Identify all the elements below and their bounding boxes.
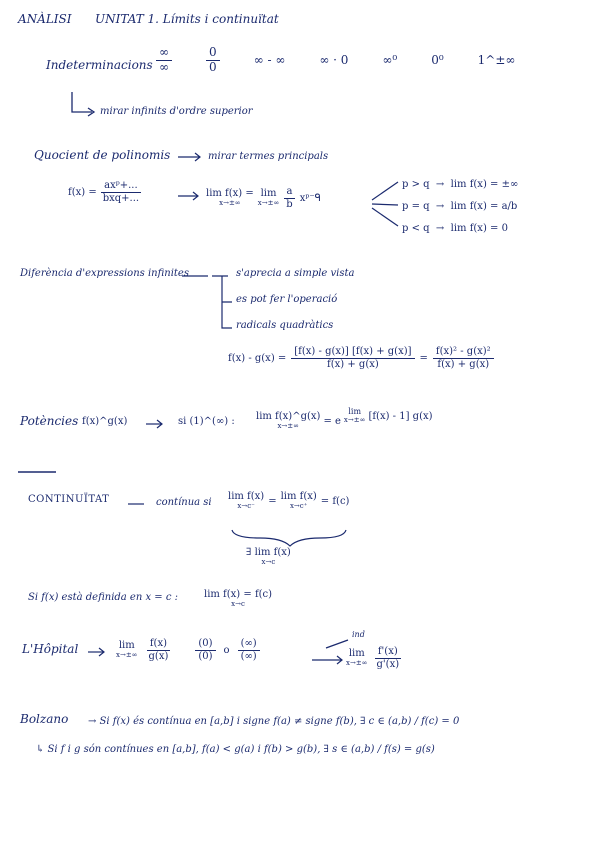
radical-formula bbox=[228, 346, 494, 370]
defined-limit-block bbox=[204, 590, 272, 608]
powers-cond: si (1)^(∞) : bbox=[178, 416, 235, 427]
lhopital-derivative bbox=[346, 646, 402, 670]
course-title: ANÀLISI bbox=[18, 12, 72, 26]
polynomial-fx bbox=[68, 180, 142, 204]
lhopital-formula bbox=[116, 638, 260, 662]
right-limit-sub: x→c⁺ bbox=[289, 502, 308, 510]
bolzano-line-1: → Si f(x) és contínua en [a,b] i signe f(a) ≠ signe f(b), ∃ c ∈ (a,b) / f(c) = 0 bbox=[88, 716, 460, 727]
infdiff-item-3: radicals quadràtics bbox=[236, 320, 334, 331]
ab-den: b bbox=[286, 198, 293, 210]
formula-left: f(x) - g(x) = bbox=[228, 352, 287, 364]
x-power: xᵖ⁻ᑫ bbox=[299, 192, 321, 204]
inf-num: (∞) bbox=[238, 638, 260, 651]
lhopital-label: L'Hôpital bbox=[22, 642, 79, 656]
case-p-gt-q: p > q → lim f(x) = ±∞ bbox=[402, 179, 519, 190]
limit-1 bbox=[206, 189, 254, 207]
lhopital-f: f(x) bbox=[147, 638, 170, 651]
case-result: lim f(x) = 0 bbox=[450, 223, 508, 234]
powers-limit-sub: x→±∞ bbox=[277, 422, 299, 430]
powers-exp-limit bbox=[344, 408, 366, 424]
lhopital-lim-text: lim bbox=[118, 640, 135, 651]
indeterminations-label: Indeterminacions bbox=[46, 58, 153, 72]
limit-1-text: lim f(x) = bbox=[206, 188, 254, 199]
left-limit-text: lim f(x) bbox=[228, 491, 265, 502]
zero-over-zero bbox=[195, 638, 215, 662]
formula-eq: = bbox=[419, 352, 428, 364]
case-cond: p > q bbox=[402, 179, 430, 190]
continuity-formula bbox=[228, 492, 349, 510]
case-cond: p = q bbox=[402, 201, 430, 212]
powers-limit bbox=[256, 412, 320, 430]
defined-limit-sub: x→c bbox=[231, 600, 245, 608]
limit-2 bbox=[258, 189, 280, 207]
form-zero-over-zero: $\frac{0}{0}$ bbox=[206, 46, 220, 75]
lhopital-lim-sub: x→±∞ bbox=[116, 651, 138, 659]
powers-exp-expr: [f(x) - 1] g(x) bbox=[368, 410, 433, 422]
lhopital-limit bbox=[116, 641, 138, 659]
continuity-eq2: = f(c) bbox=[320, 495, 350, 507]
exists-limit bbox=[246, 548, 291, 566]
polynomial-numerator: axᵖ+... bbox=[101, 180, 141, 193]
limit-2-sub: x→±∞ bbox=[257, 199, 280, 207]
lhopital-ind: ind bbox=[352, 630, 365, 639]
form-inf-times-zero: ∞ · 0 bbox=[319, 53, 349, 68]
left-limit bbox=[228, 492, 264, 510]
lhopital-lim2-text: lim bbox=[348, 648, 365, 659]
defined-limit bbox=[204, 590, 272, 608]
infdiff-item-2: es pot fer l'operació bbox=[236, 294, 338, 305]
lhopital-fp: f'(x) bbox=[375, 646, 401, 659]
exists-limit-sub: x→c bbox=[261, 558, 276, 566]
case-result: lim f(x) = a/b bbox=[450, 201, 518, 212]
squares-fraction bbox=[433, 346, 494, 370]
limit-1-sub: x→±∞ bbox=[219, 199, 241, 207]
bolzano-line-2: ↳ Si f i g són contínues en [a,b], f(a) < g(a) i f(b) > g(b), ∃ s ∈ (a,b) / f(s) = g(s) bbox=[36, 744, 435, 755]
form-one-pow-inf: 1^±∞ bbox=[477, 53, 516, 68]
squares-num: f(x)² - g(x)² bbox=[433, 346, 494, 359]
continuity-rule: contínua si bbox=[156, 497, 212, 508]
continuity-defined: Si f(x) està definida en x = c : bbox=[28, 592, 178, 603]
indetermination-forms bbox=[156, 46, 515, 75]
form-inf-pow-zero: ∞⁰ bbox=[382, 53, 398, 68]
polynomial-rule: mirar termes principals bbox=[208, 151, 329, 162]
conjugate-fraction bbox=[291, 346, 414, 370]
conjugate-num: [f(x) - g(x)] [f(x) + g(x)] bbox=[291, 346, 414, 359]
lhopital-or: o bbox=[223, 644, 230, 656]
squares-den: f(x) + g(x) bbox=[437, 358, 490, 370]
infdiff-item-1: s'aprecia a simple vista bbox=[236, 268, 355, 279]
exists-limit-block bbox=[246, 548, 291, 566]
powers-limit-text: lim f(x)^g(x) bbox=[256, 411, 321, 422]
polynomial-quotient-label: Quocient de polinomis bbox=[34, 148, 171, 162]
continuity-eq1: = bbox=[268, 495, 277, 507]
fp-over-gp bbox=[374, 646, 403, 670]
inf-den: (∞) bbox=[240, 650, 257, 662]
ab-fraction bbox=[283, 186, 295, 210]
polynomial-denominator: bxq+... bbox=[102, 192, 140, 204]
zero-num: (0) bbox=[195, 638, 215, 651]
left-limit-sub: x→c⁻ bbox=[237, 502, 255, 510]
right-limit-text: lim f(x) bbox=[280, 491, 317, 502]
exists-limit-text: ∃ lim f(x) bbox=[246, 547, 291, 558]
lhopital-limit-2 bbox=[346, 649, 368, 667]
conjugate-den: f(x) + g(x) bbox=[327, 358, 379, 370]
lhopital-gp: g'(x) bbox=[376, 658, 400, 670]
lhopital-g: g(x) bbox=[148, 650, 169, 662]
case-cond: p < q bbox=[402, 223, 430, 234]
polynomial-cases bbox=[402, 174, 518, 240]
case-p-eq-q: p = q → lim f(x) = a/b bbox=[402, 201, 518, 212]
continuity-label: CONTINUÏTAT bbox=[28, 494, 110, 505]
powers-formula bbox=[256, 407, 433, 430]
bolzano-label: Bolzano bbox=[20, 712, 69, 726]
polynomial-limit bbox=[206, 186, 321, 210]
defined-limit-text: lim f(x) = f(c) bbox=[204, 589, 273, 600]
powers-label: Potències bbox=[20, 414, 79, 428]
powers-exp-lim: lim bbox=[348, 407, 362, 416]
indeterminations-note: mirar infinits d'ordre superior bbox=[100, 106, 253, 117]
f-over-g bbox=[146, 638, 172, 662]
form-inf-over-inf: $\frac{\infty}{\infty}$ bbox=[156, 46, 172, 75]
right-limit bbox=[281, 492, 317, 510]
polynomial-fraction bbox=[100, 180, 142, 204]
unit-title: UNITAT 1. Límits i continuïtat bbox=[95, 12, 279, 26]
powers-expr: f(x)^g(x) bbox=[82, 416, 128, 427]
powers-exp-sub: x→±∞ bbox=[343, 416, 366, 424]
case-result: lim f(x) = ±∞ bbox=[450, 179, 519, 190]
form-zero-pow-zero: 0⁰ bbox=[431, 53, 444, 68]
ab-num: a bbox=[284, 186, 296, 199]
powers-eq: = e bbox=[323, 415, 341, 427]
inf-over-inf bbox=[238, 638, 260, 662]
case-p-lt-q: p < q → lim f(x) = 0 bbox=[402, 223, 508, 234]
limit-2-text: lim bbox=[260, 188, 277, 199]
infinite-difference-label: Diferència d'expressions infinites bbox=[20, 268, 189, 279]
lhopital-lim2-sub: x→±∞ bbox=[346, 659, 368, 667]
form-inf-minus-inf: ∞ - ∞ bbox=[253, 53, 286, 68]
zero-den: (0) bbox=[198, 650, 213, 662]
fx-label: f(x) = bbox=[68, 186, 97, 198]
